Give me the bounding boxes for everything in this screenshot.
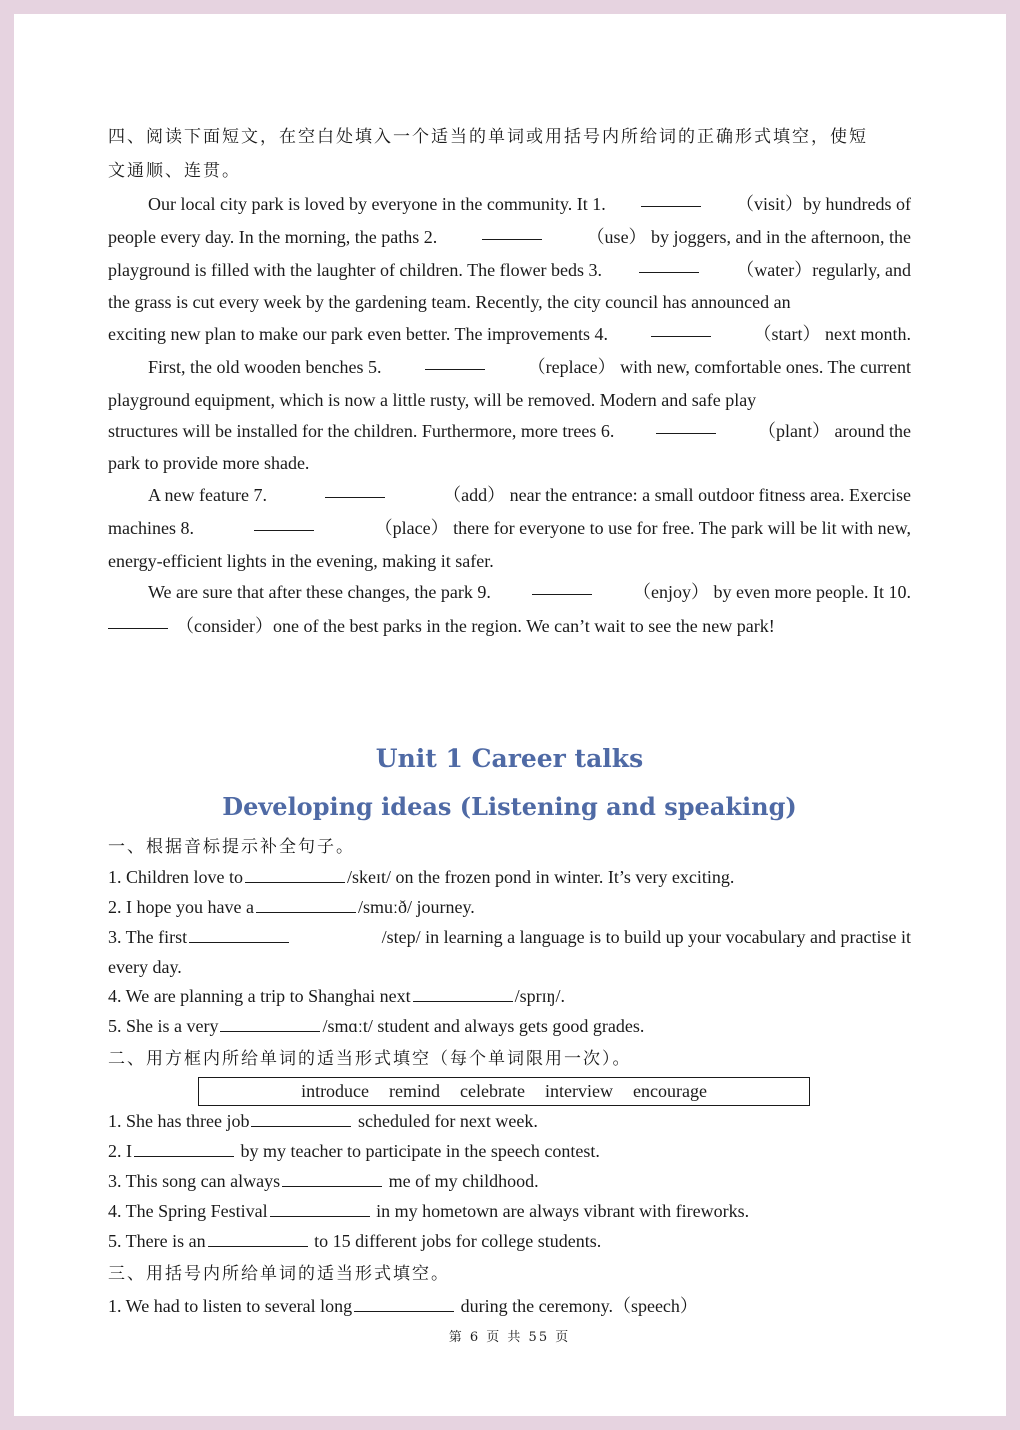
passage-line: Our local city park is loved by everyone in the community. It 1. （visit）by hundreds of	[108, 188, 911, 220]
answer-blank[interactable]	[251, 1108, 351, 1127]
answer-blank[interactable]	[425, 351, 485, 370]
answer-blank[interactable]	[282, 1168, 382, 1187]
worksheet-page	[14, 14, 1006, 1416]
part1-heading: 一、根据音标提示补全句子。	[108, 837, 355, 857]
answer-blank[interactable]	[208, 1228, 308, 1247]
answer-blank[interactable]	[134, 1138, 234, 1157]
page-number: 第 6 页 共 55 页	[448, 1330, 571, 1345]
passage-line: exciting new plan to make our park even better. The improvements 4. （start） next month.	[108, 318, 911, 350]
passage-line: park to provide more shade.	[108, 453, 310, 473]
answer-blank[interactable]	[354, 1293, 454, 1312]
question-line: 5. There is an to 15 different jobs for college students.	[108, 1228, 601, 1254]
unit-subtitle: Developing ideas (Listening and speaking)	[222, 792, 797, 821]
answer-blank[interactable]	[270, 1198, 370, 1217]
answer-blank[interactable]	[413, 983, 513, 1002]
question-line: 5. She is a very /smɑːt/ student and always gets good grades.	[108, 1013, 644, 1039]
section4-instruction-line2: 文通顺、连贯。	[108, 161, 241, 181]
passage-line: machines 8. （place） there for everyone to use for free. The park will be lit with new,	[108, 512, 911, 544]
answer-blank[interactable]	[256, 894, 356, 913]
passage-line: people every day. In the morning, the paths 2. （use） by joggers, and in the afternoon, the	[108, 221, 911, 253]
word-box-item: encourage	[632, 1081, 707, 1101]
part2-heading: 二、用方框内所给单词的适当形式填空（每个单词限用一次）。	[108, 1049, 632, 1069]
answer-blank[interactable]	[641, 188, 701, 207]
word-box-item: remind	[389, 1081, 441, 1101]
word-box-item: introduce	[301, 1081, 370, 1101]
passage-line: structures will be installed for the children. Furthermore, more trees 6. （plant） around the	[108, 415, 911, 447]
answer-blank[interactable]	[656, 415, 716, 434]
answer-blank[interactable]	[639, 254, 699, 273]
passage-line: First, the old wooden benches 5. （replace） with new, comfortable ones. The current	[108, 351, 911, 383]
passage-line: playground is filled with the laughter of children. The flower beds 3. （water）regularly, and	[108, 254, 911, 286]
word-box	[198, 1077, 810, 1106]
answer-blank[interactable]	[189, 924, 289, 943]
answer-blank[interactable]	[254, 512, 314, 531]
passage-line: playground equipment, which is now a little rusty, will be removed. Modern and safe play	[108, 390, 757, 410]
question-line: 3. This song can always me of my childhood.	[108, 1168, 539, 1194]
section4-instruction-line1: 四、阅读下面短文，在空白处填入一个适当的单词或用括号内所给词的正确形式填空，使短	[108, 127, 868, 147]
question-line: 1. She has three job scheduled for next week.	[108, 1108, 538, 1134]
passage-line: the grass is cut every week by the gardening team. Recently, the city council has announced an	[108, 292, 791, 312]
answer-blank[interactable]	[651, 318, 711, 337]
answer-blank[interactable]	[220, 1013, 320, 1032]
question-line: 4. The Spring Festival in my hometown are always vibrant with fireworks.	[108, 1198, 749, 1224]
question-line: 1. Children love to /skeɪt/ on the frozen pond in winter. It’s very exciting.	[108, 864, 734, 890]
answer-blank[interactable]	[482, 221, 542, 240]
question-line: 2. I by my teacher to participate in the speech contest.	[108, 1138, 600, 1164]
answer-blank[interactable]	[325, 479, 385, 498]
question-line: 2. I hope you have a /smuːð/ journey.	[108, 894, 475, 920]
question-line: every day.	[108, 957, 182, 977]
answer-blank[interactable]	[108, 610, 168, 629]
passage-line: A new feature 7. （add） near the entrance: a small outdoor fitness area. Exercise	[108, 479, 911, 511]
answer-blank[interactable]	[245, 864, 345, 883]
passage-line: energy-efficient lights in the evening, making it safer.	[108, 551, 494, 571]
passage-line: We are sure that after these changes, the park 9. （enjoy） by even more people. It 10.	[108, 576, 911, 608]
answer-blank[interactable]	[532, 576, 592, 595]
passage-line: （consider）one of the best parks in the region. We can’t wait to see the new park!	[108, 610, 911, 642]
question-line: 4. We are planning a trip to Shanghai next /sprɪŋ/.	[108, 983, 565, 1009]
word-box-item: celebrate	[460, 1081, 525, 1101]
question-line: 3. The first /step/ in learning a language is to build up your vocabulary and practise it	[108, 924, 911, 950]
part3-heading: 三、用括号内所给单词的适当形式填空。	[108, 1264, 450, 1284]
word-box-item: interview	[545, 1081, 613, 1101]
unit-title: Unit 1 Career talks	[375, 744, 644, 773]
question-line: 1. We had to listen to several long during the ceremony.（speech）	[108, 1293, 698, 1319]
